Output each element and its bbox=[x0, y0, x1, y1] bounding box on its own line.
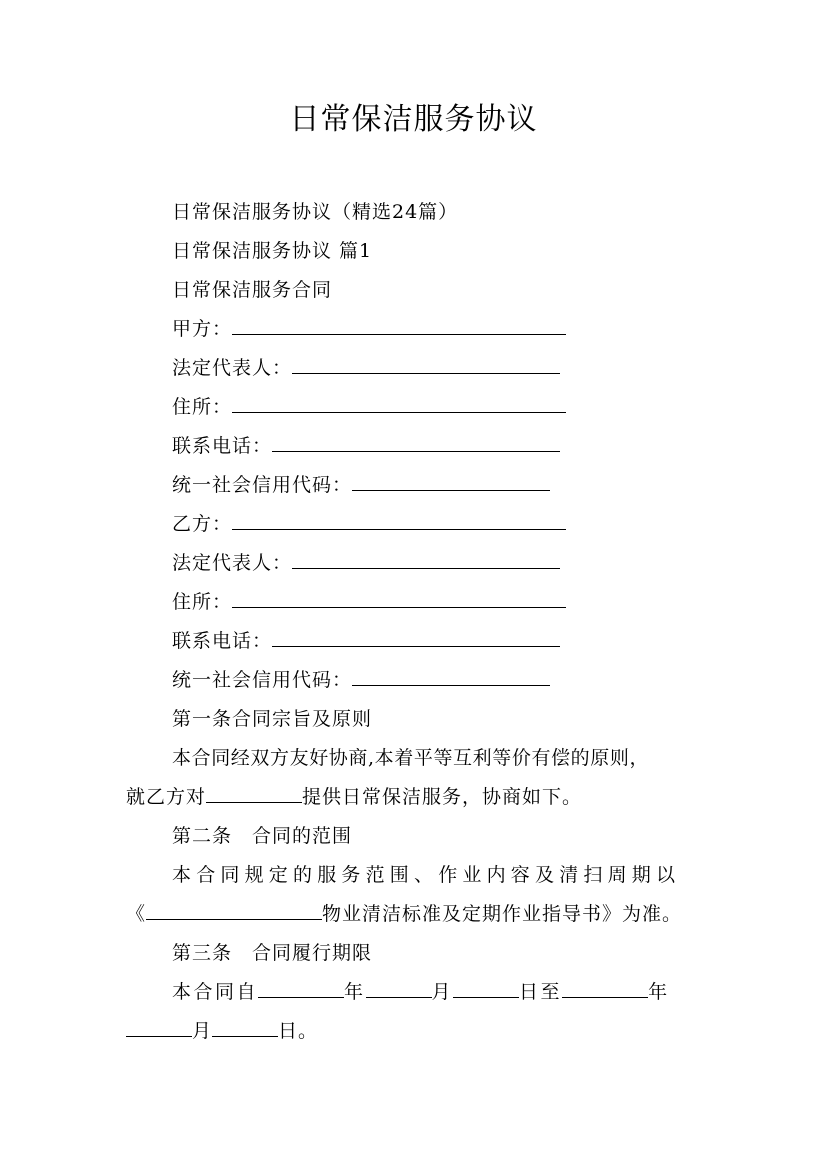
article1-paragraph-line: 本合同经双方友好协商,本着平等互利等价有偿的原则， bbox=[172, 747, 650, 769]
text-segment: 就乙方对 bbox=[126, 786, 207, 808]
article2-heading: 第二条 合同的范围 bbox=[172, 825, 353, 847]
field-label: 统一社会信用代码： bbox=[172, 669, 353, 691]
party-b-rep-field bbox=[172, 548, 560, 578]
field-label: 甲方： bbox=[172, 318, 233, 340]
field-label: 住所： bbox=[172, 396, 233, 418]
fill-blank bbox=[292, 353, 560, 374]
party-b-addr-field bbox=[172, 587, 566, 617]
party-a-rep-field bbox=[172, 353, 560, 383]
fill-blank bbox=[258, 977, 344, 998]
text-segment: 提供日常保洁服务，协商如下。 bbox=[302, 786, 583, 808]
fill-blank bbox=[352, 470, 550, 491]
document-title: 日常保洁服务协议 bbox=[289, 102, 538, 137]
party-b-field bbox=[172, 509, 566, 539]
field-label: 统一社会信用代码： bbox=[172, 474, 353, 496]
fill-blank bbox=[126, 1016, 192, 1037]
fill-blank bbox=[272, 626, 560, 647]
text-segment: 本合同自 bbox=[172, 981, 259, 1003]
field-label: 法定代表人： bbox=[172, 552, 293, 574]
field-label: 乙方： bbox=[172, 513, 233, 535]
article1-paragraph-line bbox=[126, 782, 582, 812]
text-segment: 月 bbox=[192, 1020, 213, 1042]
fill-blank bbox=[206, 782, 302, 803]
article1-heading: 第一条合同宗旨及原则 bbox=[172, 708, 373, 730]
field-label: 住所： bbox=[172, 591, 233, 613]
fill-blank bbox=[232, 509, 566, 530]
fill-blank bbox=[453, 977, 519, 998]
field-label: 联系电话： bbox=[172, 435, 273, 457]
fill-blank bbox=[232, 314, 566, 335]
text-segment: 年 bbox=[648, 981, 670, 1003]
party-a-code-field bbox=[172, 470, 550, 500]
article3-heading: 第三条 合同履行期限 bbox=[172, 942, 373, 964]
fill-blank bbox=[352, 665, 550, 686]
field-label: 联系电话： bbox=[172, 630, 273, 652]
contract-title: 日常保洁服务合同 bbox=[172, 279, 333, 301]
article3-term-line bbox=[172, 977, 670, 1007]
text-segment: 日至 bbox=[519, 981, 563, 1003]
party-a-addr-field bbox=[172, 392, 566, 422]
party-a-phone-field bbox=[172, 431, 560, 461]
fill-blank bbox=[232, 587, 566, 608]
article2-paragraph-line bbox=[126, 899, 682, 929]
article3-term-line bbox=[126, 1016, 318, 1046]
fill-blank bbox=[272, 431, 560, 452]
party-a-field bbox=[172, 314, 566, 344]
text-segment: 《 bbox=[126, 903, 147, 925]
fill-blank bbox=[562, 977, 648, 998]
text-segment: 日。 bbox=[278, 1020, 319, 1042]
article2-paragraph-line: 本合同规定的服务范围、作业内容及清扫周期以 bbox=[172, 864, 681, 886]
fill-blank bbox=[292, 548, 560, 569]
section-heading: 日常保洁服务协议 篇1 bbox=[172, 240, 373, 262]
intro-line: 日常保洁服务协议（精选24篇） bbox=[172, 201, 459, 223]
text-segment: 月 bbox=[431, 981, 454, 1003]
text-segment: 年 bbox=[344, 981, 366, 1003]
fill-blank bbox=[212, 1016, 278, 1037]
field-label: 法定代表人： bbox=[172, 357, 293, 379]
fill-blank bbox=[146, 899, 322, 920]
party-b-phone-field bbox=[172, 626, 560, 656]
fill-blank bbox=[232, 392, 566, 413]
text-segment: 物业清洁标准及定期作业指导书》为准。 bbox=[322, 903, 683, 925]
party-b-code-field bbox=[172, 665, 550, 695]
fill-blank bbox=[366, 977, 432, 998]
